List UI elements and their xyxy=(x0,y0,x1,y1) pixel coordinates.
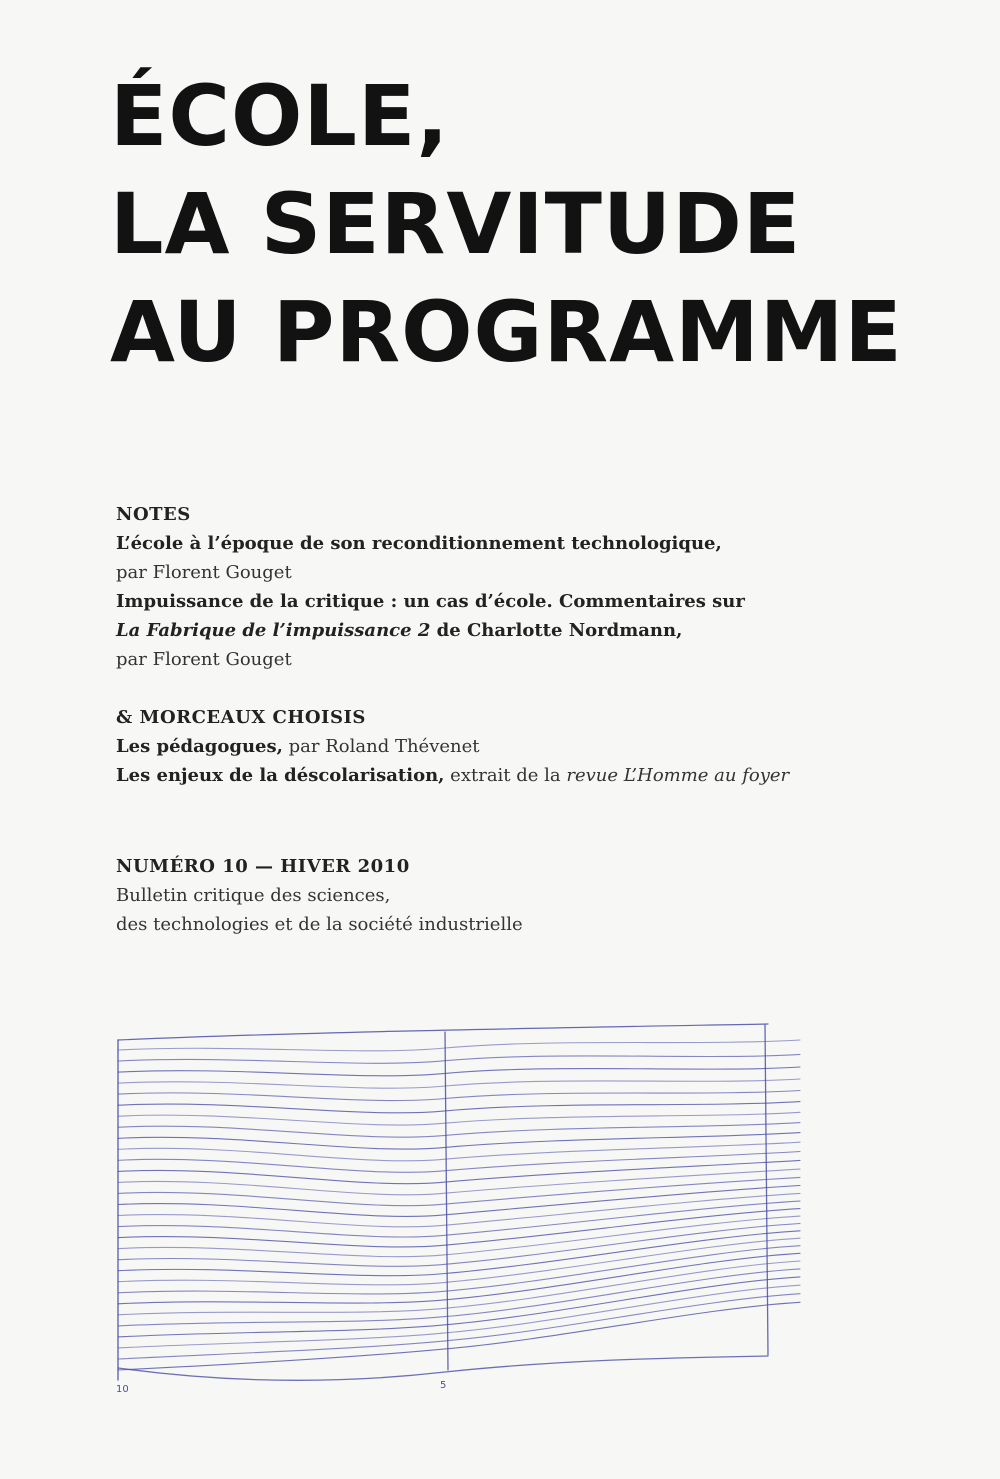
drawing-stroke xyxy=(118,1152,800,1173)
notes-item-2-title: Impuissance de la critique : un cas d’école. Commentaires sur xyxy=(116,591,745,612)
drawing-stroke xyxy=(118,1294,800,1359)
title-line-3: AU PROGRAMME xyxy=(110,283,903,381)
drawing-label-mid: 5 xyxy=(440,1380,447,1391)
book-title: La Fabrique de l’impuissance 2 xyxy=(116,620,431,641)
drawing-stroke xyxy=(118,1169,800,1195)
drawing-stroke xyxy=(118,1024,768,1040)
issue-subtitle-line-1: Bulletin critique des sciences, xyxy=(116,885,391,906)
notes-item-1-title: L’école à l’époque de son reconditionnement technologique, xyxy=(116,533,722,554)
drawing-stroke xyxy=(118,1102,800,1113)
drawing-stroke xyxy=(118,1040,800,1051)
notes-item-1-author: par Florent Gouget xyxy=(116,562,292,583)
issue-subtitle-line-2: des technologies et de la société industrielle xyxy=(116,914,523,935)
drawing-stroke xyxy=(118,1079,800,1088)
drawing-stroke xyxy=(118,1238,800,1285)
morceaux-item-2-extract: extrait de la xyxy=(444,765,567,786)
line-drawing-illustration xyxy=(100,1010,820,1400)
notes-item-2-title-end: de Charlotte Nordmann, xyxy=(430,620,683,641)
drawing-stroke xyxy=(118,1112,800,1125)
drawing-stroke xyxy=(118,1269,800,1326)
cover-title xyxy=(110,62,970,386)
drawing-stroke xyxy=(118,1201,800,1237)
drawing-stroke xyxy=(118,1224,800,1267)
drawing-stroke xyxy=(118,1160,800,1183)
morceaux-item-2-revue: revue L’Homme au foyer xyxy=(566,765,790,786)
morceaux-item-2-title: Les enjeux de la déscolarisation, xyxy=(116,765,445,786)
title-line-2: LA SERVITUDE xyxy=(110,175,802,273)
drawing-stroke xyxy=(445,1032,448,1370)
notes-heading: NOTES xyxy=(116,504,191,525)
drawing-stroke xyxy=(118,1356,768,1380)
drawing-stroke xyxy=(118,1285,800,1348)
issue-heading: NUMÉRO 10 — HIVER 2010 xyxy=(116,856,410,877)
drawing-label-left: 10 xyxy=(116,1384,129,1395)
table-of-contents xyxy=(116,500,976,790)
morceaux-item-2 xyxy=(116,761,976,790)
title-line-1: ÉCOLE, xyxy=(110,67,450,165)
morceaux-item-1-title: Les pédagogues, xyxy=(116,736,283,757)
notes-item-2-title-cont xyxy=(116,616,976,645)
morceaux-item-1-author: par Roland Thévenet xyxy=(282,736,480,757)
drawing-stroke xyxy=(118,1091,800,1101)
drawing-stroke xyxy=(118,1123,800,1138)
notes-item-2-author: par Florent Gouget xyxy=(116,649,292,670)
drawing-strokes xyxy=(118,1024,800,1380)
drawing-stroke xyxy=(118,1261,800,1315)
drawing-stroke xyxy=(118,1054,800,1063)
morceaux-item-1 xyxy=(116,732,976,761)
issue-info xyxy=(116,852,976,939)
drawing-stroke xyxy=(118,1216,800,1257)
drawing-stroke xyxy=(118,1142,800,1161)
morceaux-heading: & MORCEAUX CHOISIS xyxy=(116,707,366,728)
drawing-stroke xyxy=(118,1067,800,1076)
